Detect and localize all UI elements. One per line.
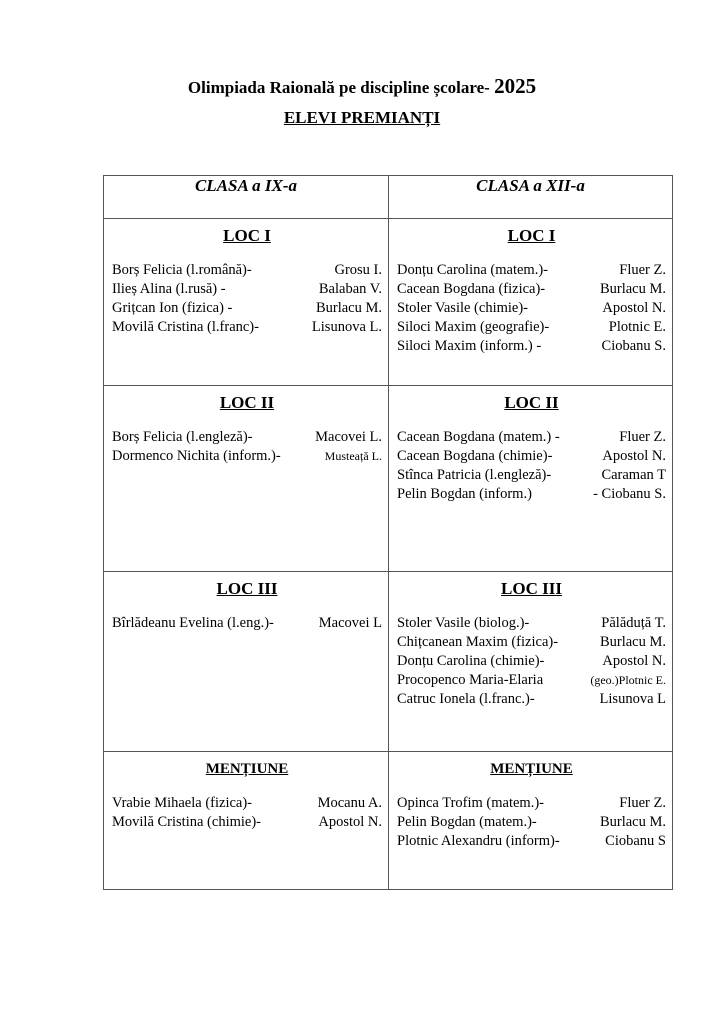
list-item bbox=[397, 337, 666, 356]
teacher-name: Apostol N. bbox=[318, 814, 382, 830]
section-cell-left bbox=[104, 752, 389, 890]
student-name: Plotnic Alexandru (inform)- bbox=[397, 833, 560, 849]
student-name: Cacean Bogdana (chimie)- bbox=[397, 448, 553, 464]
section-heading: MENȚIUNE bbox=[205, 761, 289, 777]
teacher-name: Apostol N. bbox=[602, 300, 666, 316]
list-item bbox=[397, 280, 666, 299]
teacher-name: Macovei L bbox=[318, 615, 382, 631]
list-item bbox=[397, 466, 666, 485]
section-heading: MENȚIUNE bbox=[490, 761, 573, 777]
section-cell-left bbox=[104, 386, 389, 572]
teacher-name: Ciobanu S bbox=[605, 833, 666, 849]
student-name: Bîrlădeanu Evelina (l.eng.)- bbox=[112, 615, 274, 631]
teacher-name: Burlacu M. bbox=[315, 300, 382, 316]
teacher-name: (geo.)Plotnic E. bbox=[590, 673, 666, 687]
teacher-name: Balaban V. bbox=[318, 281, 382, 297]
title-year: 2025 bbox=[494, 74, 537, 98]
teacher-name: Apostol N. bbox=[602, 653, 666, 669]
list-item bbox=[112, 794, 382, 813]
teacher-name: Fluer Z. bbox=[619, 795, 666, 811]
student-name: Stoler Vasile (biolog.)- bbox=[397, 615, 530, 631]
list-item bbox=[112, 428, 382, 447]
student-name: Borș Felicia (l.română)- bbox=[112, 262, 252, 278]
section-heading: LOC I bbox=[507, 226, 556, 245]
student-name: Procopenco Maria-Elaria bbox=[397, 672, 544, 688]
column-header-xii: CLASA a XII-a bbox=[389, 176, 673, 219]
teacher-name: Apostol N. bbox=[602, 448, 666, 464]
teacher-name: Mocanu A. bbox=[317, 795, 382, 811]
list-item bbox=[112, 614, 382, 633]
student-name: Cacean Bogdana (fizica)- bbox=[397, 281, 546, 297]
list-item bbox=[397, 813, 666, 832]
student-name: Cacean Bogdana (matem.) - bbox=[397, 429, 560, 445]
section-row-loc-1 bbox=[104, 219, 673, 386]
list-item bbox=[397, 794, 666, 813]
section-cell-right bbox=[389, 572, 673, 752]
section-row-mention bbox=[104, 752, 673, 890]
teacher-name: Burlacu M. bbox=[599, 281, 666, 297]
student-name: Siloci Maxim (geografie)- bbox=[397, 319, 550, 335]
teacher-name: Musteață L. bbox=[324, 449, 382, 463]
student-name: Opinca Trofim (matem.)- bbox=[397, 795, 544, 811]
teacher-name: Fluer Z. bbox=[619, 429, 666, 445]
list-item bbox=[397, 485, 666, 504]
list-item bbox=[397, 299, 666, 318]
student-name: Dormenco Nichita (inform.)- bbox=[112, 448, 281, 464]
student-name: Donțu Carolina (matem.)- bbox=[397, 262, 548, 278]
teacher-name: Ciobanu S. bbox=[601, 338, 666, 354]
list-item bbox=[112, 280, 382, 299]
title-text: Olimpiada Raională pe discipline școlare- bbox=[187, 78, 490, 97]
document-subtitle: ELEVI PREMIANȚI bbox=[283, 108, 441, 127]
student-name: Borș Felicia (l.engleză)- bbox=[112, 429, 253, 445]
list-item bbox=[397, 428, 666, 447]
section-heading: LOC II bbox=[219, 393, 275, 412]
student-name: Vrabie Mihaela (fizica)- bbox=[112, 795, 253, 811]
section-cell-right bbox=[389, 219, 673, 386]
student-name: Donțu Carolina (chimie)- bbox=[397, 653, 545, 669]
list-item bbox=[112, 261, 382, 280]
section-cell-right bbox=[389, 386, 673, 572]
teacher-name: Caraman T bbox=[601, 467, 666, 483]
student-name: Catruc Ionela (l.franc.)- bbox=[397, 691, 535, 707]
section-heading: LOC I bbox=[223, 226, 271, 245]
list-item bbox=[397, 832, 666, 851]
teacher-name: Lisunova L bbox=[599, 691, 666, 707]
list-item bbox=[397, 633, 666, 652]
section-cell-right bbox=[389, 752, 673, 890]
student-name: Pelin Bogdan (matem.)- bbox=[397, 814, 537, 830]
teacher-name: Plotnic E. bbox=[608, 319, 666, 335]
teacher-name: Lisunova L. bbox=[311, 319, 382, 335]
list-item bbox=[112, 299, 382, 318]
list-item bbox=[112, 318, 382, 337]
student-name: Movilă Cristina (chimie)- bbox=[112, 814, 261, 830]
list-item bbox=[397, 318, 666, 337]
list-item bbox=[397, 690, 666, 709]
list-item bbox=[397, 614, 666, 633]
teacher-name: Burlacu M. bbox=[599, 634, 666, 650]
list-item bbox=[397, 261, 666, 280]
section-row-loc-2 bbox=[104, 386, 673, 572]
section-cell-left bbox=[104, 572, 389, 752]
teacher-name: Fluer Z. bbox=[619, 262, 666, 278]
student-name: Siloci Maxim (inform.) - bbox=[397, 338, 542, 354]
student-name: Ilieș Alina (l.rusă) - bbox=[112, 281, 226, 297]
list-item bbox=[397, 447, 666, 466]
list-item bbox=[112, 813, 382, 832]
student-name: Chițcanean Maxim (fizica)- bbox=[397, 634, 559, 650]
teacher-name: Grosu I. bbox=[334, 262, 382, 278]
student-name: Stoler Vasile (chimie)- bbox=[397, 300, 529, 316]
list-item bbox=[112, 447, 382, 466]
teacher-name: Pălăduță T. bbox=[601, 615, 666, 631]
student-name: Stînca Patricia (l.engleză)- bbox=[397, 467, 552, 483]
section-heading: LOC III bbox=[216, 579, 278, 598]
student-name: Grițcan Ion (fizica) - bbox=[112, 300, 233, 316]
student-name: Movilă Cristina (l.franc)- bbox=[112, 319, 259, 335]
list-item bbox=[397, 652, 666, 671]
student-name: Pelin Bogdan (inform.) bbox=[397, 486, 532, 502]
section-cell-left bbox=[104, 219, 389, 386]
teacher-name: Burlacu M. bbox=[599, 814, 666, 830]
section-row-loc-3 bbox=[104, 572, 673, 752]
document-title bbox=[0, 74, 724, 100]
section-heading: LOC III bbox=[501, 579, 562, 598]
awards-table bbox=[103, 175, 673, 890]
teacher-name: - Ciobanu S. bbox=[593, 486, 666, 502]
column-header-ix: CLASA a IX-a bbox=[104, 176, 389, 219]
teacher-name: Macovei L. bbox=[315, 429, 382, 445]
list-item bbox=[397, 671, 666, 690]
section-heading: LOC II bbox=[504, 393, 559, 412]
